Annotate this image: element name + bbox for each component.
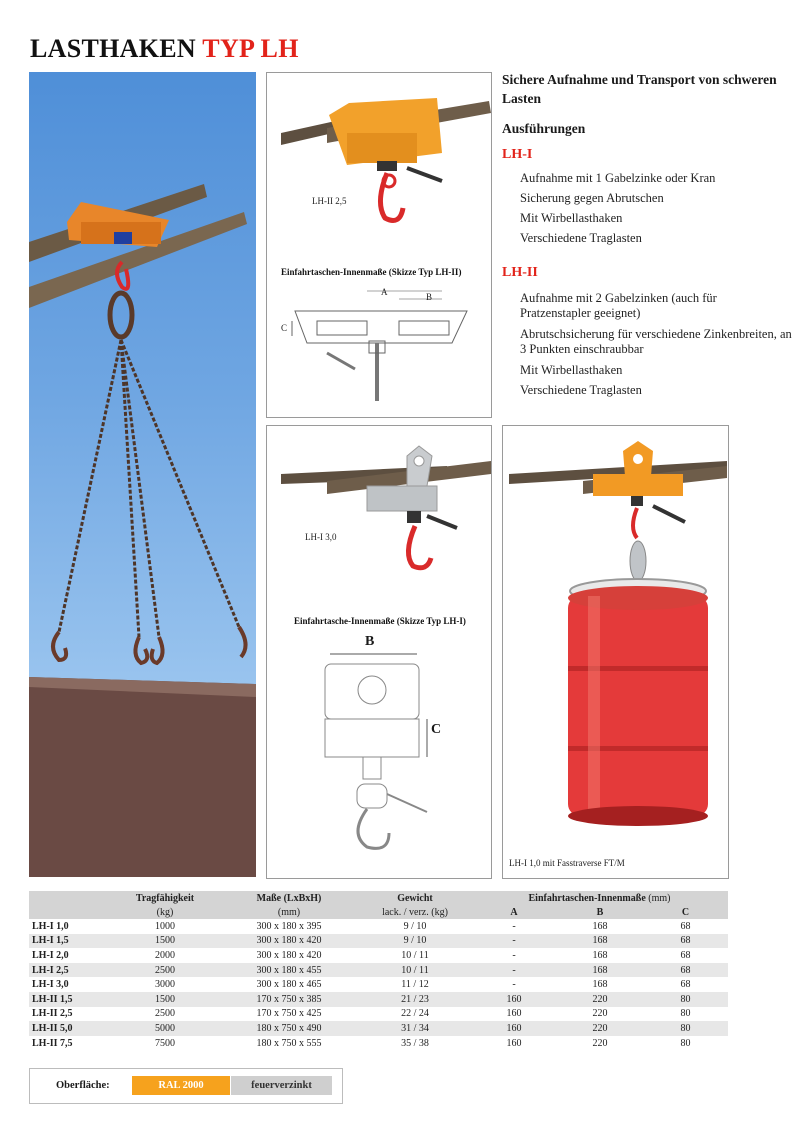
header-capacity: Tragfähigkeit bbox=[111, 891, 219, 905]
cell-capacity: 1500 bbox=[111, 934, 219, 949]
table-row bbox=[29, 948, 728, 963]
lh-ii-sketch bbox=[267, 281, 491, 411]
dim-c-label: C bbox=[281, 323, 288, 333]
lh-i-sketch-title: Einfahrtasche-Innenmaße (Skizze Typ LH-I) bbox=[294, 616, 466, 626]
cell-name: LH-I 1,0 bbox=[29, 919, 111, 934]
spec-table bbox=[29, 891, 728, 1050]
lh-i-label: LH-I 3,0 bbox=[305, 532, 337, 542]
cell-a: 160 bbox=[471, 1036, 557, 1051]
table-row bbox=[29, 963, 728, 978]
lh-ii-illustration bbox=[267, 73, 491, 273]
cell-name: LH-II 1,5 bbox=[29, 992, 111, 1007]
variant-lh-ii-feature: Aufnahme mit 2 Gabelzinken (auch für Pratzenstapler geeignet) bbox=[520, 291, 717, 320]
table-row bbox=[29, 1007, 728, 1022]
table-row bbox=[29, 992, 728, 1007]
cell-weight: 11 / 12 bbox=[359, 977, 471, 992]
lh-i-sketch bbox=[267, 644, 491, 878]
cell-b: 168 bbox=[557, 934, 643, 949]
cell-a: 160 bbox=[471, 1007, 557, 1022]
cell-dims: 300 x 180 x 420 bbox=[219, 934, 359, 949]
cell-b: 220 bbox=[557, 1036, 643, 1051]
hero-photo bbox=[29, 72, 256, 877]
section-title: Ausführungen bbox=[502, 121, 586, 136]
cell-c: 68 bbox=[643, 977, 728, 992]
surface-label: Oberfläche: bbox=[56, 1080, 110, 1091]
cell-dims: 300 x 180 x 395 bbox=[219, 919, 359, 934]
cell-name: LH-II 2,5 bbox=[29, 1007, 111, 1022]
headline: Sichere Aufnahme und Transport von schweren Lasten bbox=[502, 72, 777, 106]
cell-a: - bbox=[471, 963, 557, 978]
header-weight-unit: lack. / verz. (kg) bbox=[359, 905, 471, 919]
variant-lh-ii-feature: Mit Wirbellasthaken bbox=[520, 363, 623, 377]
cell-b: 220 bbox=[557, 1021, 643, 1036]
cell-a: - bbox=[471, 948, 557, 963]
cell-b: 168 bbox=[557, 948, 643, 963]
cell-name: LH-I 2,0 bbox=[29, 948, 111, 963]
lh-i-illustration bbox=[267, 426, 491, 596]
cell-capacity: 1000 bbox=[111, 919, 219, 934]
cell-capacity: 1500 bbox=[111, 992, 219, 1007]
cell-name: LH-II 7,5 bbox=[29, 1036, 111, 1051]
cell-weight: 31 / 34 bbox=[359, 1021, 471, 1036]
cell-dims: 180 x 750 x 555 bbox=[219, 1036, 359, 1051]
cell-c: 80 bbox=[643, 992, 728, 1007]
panel-lh-ii bbox=[266, 72, 492, 418]
table-row bbox=[29, 934, 728, 949]
variant-lh-i-feature: Verschiedene Traglasten bbox=[520, 231, 642, 245]
cell-weight: 10 / 11 bbox=[359, 963, 471, 978]
cell-a: - bbox=[471, 977, 557, 992]
cell-c: 80 bbox=[643, 1021, 728, 1036]
dim-c-label-2: C bbox=[431, 722, 442, 737]
cell-weight: 21 / 23 bbox=[359, 992, 471, 1007]
cell-capacity: 5000 bbox=[111, 1021, 219, 1036]
header-blank bbox=[29, 891, 111, 905]
cell-a: - bbox=[471, 919, 557, 934]
drum-illustration bbox=[503, 426, 728, 878]
title-accent: TYP LH bbox=[202, 34, 299, 63]
variant-lh-ii-feature: Verschiedene Traglasten bbox=[520, 383, 642, 397]
header-a: A bbox=[471, 905, 557, 919]
panel-drum bbox=[502, 425, 729, 879]
dim-b-label: B bbox=[426, 292, 433, 302]
cell-c: 80 bbox=[643, 1036, 728, 1051]
header-weight: Gewicht bbox=[359, 891, 471, 905]
lh-ii-sketch-title: Einfahrtaschen-Innenmaße (Skizze Typ LH-II) bbox=[281, 267, 462, 277]
cell-b: 168 bbox=[557, 919, 643, 934]
cell-name: LH-I 2,5 bbox=[29, 963, 111, 978]
cell-c: 68 bbox=[643, 948, 728, 963]
hero-illustration bbox=[29, 72, 256, 877]
cell-a: 160 bbox=[471, 1021, 557, 1036]
cell-dims: 180 x 750 x 490 bbox=[219, 1021, 359, 1036]
cell-weight: 9 / 10 bbox=[359, 919, 471, 934]
drum-caption: LH-I 1,0 mit Fasstraverse FT/M bbox=[509, 858, 625, 868]
cell-c: 80 bbox=[643, 1007, 728, 1022]
cell-c: 68 bbox=[643, 919, 728, 934]
variant-lh-i-feature: Aufnahme mit 1 Gabelzinke oder Kran bbox=[520, 171, 716, 185]
header-blank-2 bbox=[29, 905, 111, 919]
cell-name: LH-I 1,5 bbox=[29, 934, 111, 949]
cell-c: 68 bbox=[643, 963, 728, 978]
cell-capacity: 2500 bbox=[111, 963, 219, 978]
variant-lh-i-title: LH-I bbox=[502, 147, 533, 162]
cell-dims: 170 x 750 x 425 bbox=[219, 1007, 359, 1022]
cell-weight: 35 / 38 bbox=[359, 1036, 471, 1051]
page-title bbox=[30, 34, 299, 64]
header-pocket-title: Einfahrtaschen-Innenmaße bbox=[528, 892, 646, 904]
title-main: LASTHAKEN bbox=[30, 34, 203, 63]
panel-lh-i bbox=[266, 425, 492, 879]
cell-weight: 22 / 24 bbox=[359, 1007, 471, 1022]
variant-lh-ii-title: LH-II bbox=[502, 265, 538, 280]
table-row bbox=[29, 977, 728, 992]
cell-a: - bbox=[471, 934, 557, 949]
surface-galvanized: feuerverzinkt bbox=[231, 1076, 332, 1095]
cell-weight: 9 / 10 bbox=[359, 934, 471, 949]
cell-b: 168 bbox=[557, 963, 643, 978]
cell-a: 160 bbox=[471, 992, 557, 1007]
table-row bbox=[29, 1036, 728, 1051]
header-dims: Maße (LxBxH) bbox=[219, 891, 359, 905]
cell-weight: 10 / 11 bbox=[359, 948, 471, 963]
cell-dims: 170 x 750 x 385 bbox=[219, 992, 359, 1007]
cell-capacity: 3000 bbox=[111, 977, 219, 992]
surface-ral2000: RAL 2000 bbox=[132, 1076, 230, 1095]
header-dims-unit: (mm) bbox=[219, 905, 359, 919]
cell-b: 220 bbox=[557, 1007, 643, 1022]
cell-dims: 300 x 180 x 465 bbox=[219, 977, 359, 992]
cell-name: LH-I 3,0 bbox=[29, 977, 111, 992]
header-pocket bbox=[471, 891, 728, 905]
cell-capacity: 2500 bbox=[111, 1007, 219, 1022]
lh-ii-label: LH-II 2,5 bbox=[312, 196, 347, 206]
header-capacity-unit: (kg) bbox=[111, 905, 219, 919]
cell-capacity: 2000 bbox=[111, 948, 219, 963]
dim-b-label-2: B bbox=[365, 634, 375, 649]
header-b: B bbox=[557, 905, 643, 919]
spec-table-body bbox=[29, 919, 728, 1050]
variant-lh-i-feature: Mit Wirbellasthaken bbox=[520, 211, 623, 225]
cell-dims: 300 x 180 x 455 bbox=[219, 963, 359, 978]
cell-capacity: 7500 bbox=[111, 1036, 219, 1051]
cell-name: LH-II 5,0 bbox=[29, 1021, 111, 1036]
variant-lh-i-feature: Sicherung gegen Abrutschen bbox=[520, 191, 664, 205]
header-pocket-unit: (mm) bbox=[648, 892, 671, 904]
cell-c: 68 bbox=[643, 934, 728, 949]
table-row bbox=[29, 1021, 728, 1036]
table-row bbox=[29, 919, 728, 934]
variant-lh-ii-feature: Abrutschsicherung für verschiedene Zinkenbreiten, an 3 Punkten einschraubbar bbox=[520, 327, 792, 356]
cell-b: 168 bbox=[557, 977, 643, 992]
surface-legend bbox=[29, 1068, 343, 1104]
cell-dims: 300 x 180 x 420 bbox=[219, 948, 359, 963]
cell-b: 220 bbox=[557, 992, 643, 1007]
dim-a-label: A bbox=[381, 287, 388, 297]
header-c: C bbox=[643, 905, 728, 919]
